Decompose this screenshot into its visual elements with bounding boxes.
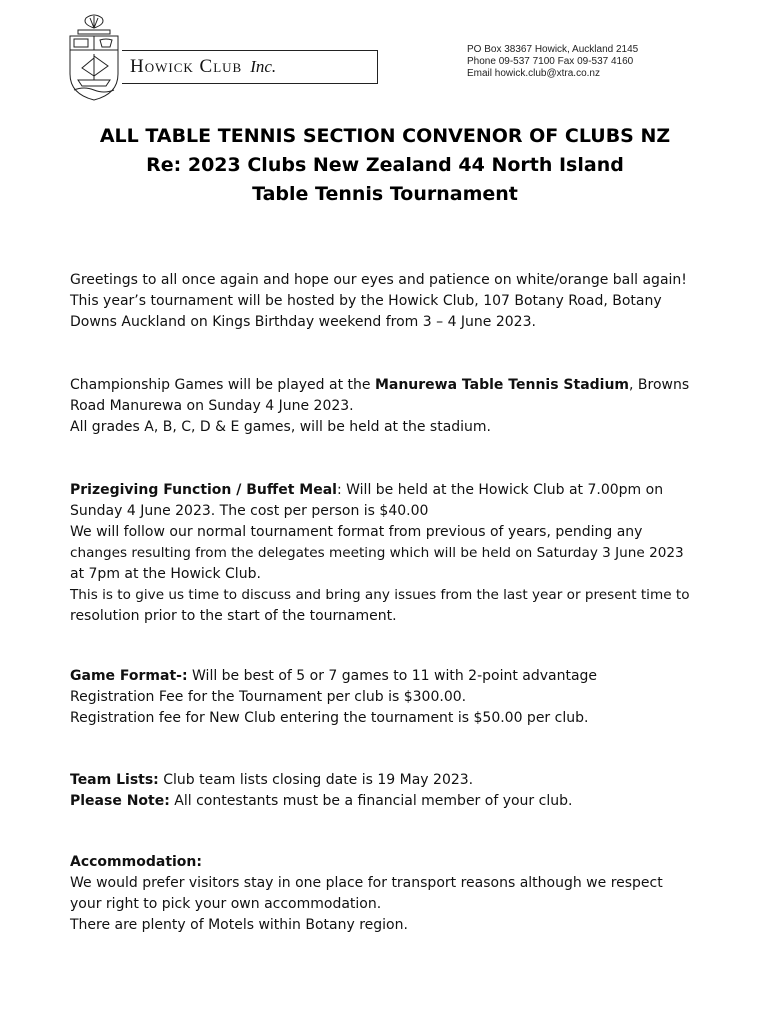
letterhead <box>62 10 722 105</box>
club-crest-logo <box>64 14 124 102</box>
contact-phone: Phone 09-537 7100 Fax 09-537 4160 <box>467 56 634 67</box>
prizegiving-line: Sunday 4 June 2023. The cost per person is $40.00 <box>70 503 429 519</box>
game-format-heading: Game Format-: <box>70 668 188 684</box>
please-note-text: All contestants must be a financial member of your club. <box>169 793 573 809</box>
document-title <box>0 122 770 209</box>
championship-venue: Manurewa Table Tennis Stadium <box>374 377 630 393</box>
championship-rest: , Browns <box>629 377 690 393</box>
accommodation-line: We would prefer visitors stay in one place for transport reasons although we respect <box>70 875 663 891</box>
prizegiving-line: : Will be held at the Howick Club at 7.00pm on <box>336 482 664 498</box>
please-note-heading: Please Note: <box>70 793 170 809</box>
intro-line: This year’s tournament will be hosted by the Howick Club, 107 Botany Road, Botany <box>70 293 662 309</box>
team-lists-heading: Team Lists: <box>70 772 159 788</box>
title-line-1: ALL TABLE TENNIS SECTION CONVENOR OF CLUBS NZ <box>99 125 671 147</box>
club-name-text: Howick Club <box>130 56 243 77</box>
game-format-paragraph <box>70 666 735 729</box>
game-format-line: Registration fee for New Club entering the tournament is $50.00 per club. <box>70 710 589 726</box>
contact-email: Email howick.club@xtra.co.nz <box>467 68 600 79</box>
accommodation-heading: Accommodation: <box>70 854 202 870</box>
team-lists-paragraph <box>70 770 735 812</box>
accommodation-line: your right to pick your own accommodation. <box>70 896 382 912</box>
title-line-2: Re: 2023 Clubs New Zealand 44 North Island <box>146 154 624 176</box>
game-format-line: Will be best of 5 or 7 games to 11 with 2-point advantage <box>187 668 598 684</box>
title-line-3: Table Tennis Tournament <box>252 183 518 205</box>
intro-paragraph <box>70 270 735 333</box>
accommodation-line: There are plenty of Motels within Botany region. <box>70 917 408 933</box>
club-name-suffix: Inc. <box>250 57 277 76</box>
prizegiving-paragraph <box>70 480 735 627</box>
prizegiving-line: This is to give us time to discuss and bring any issues from the last year or present time to <box>70 587 690 603</box>
championship-line: All grades A, B, C, D & E games, will be held at the stadium. <box>70 419 492 435</box>
game-format-line: Registration Fee for the Tournament per club is $300.00. <box>70 689 467 705</box>
intro-line: Downs Auckland on Kings Birthday weekend from 3 – 4 June 2023. <box>70 314 536 330</box>
intro-line: Greetings to all once again and hope our eyes and patience on white/orange ball again! <box>70 272 687 288</box>
club-name <box>130 56 276 78</box>
championship-lead: Championship Games will be played at the <box>70 377 375 393</box>
championship-paragraph <box>70 375 735 438</box>
team-lists-text: Club team lists closing date is 19 May 2023. <box>158 772 474 788</box>
championship-line: Road Manurewa on Sunday 4 June 2023. <box>70 398 354 414</box>
prizegiving-line: We will follow our normal tournament format from previous of years, pending any <box>70 524 643 540</box>
prizegiving-line: resolution prior to the start of the tournament. <box>70 608 397 624</box>
club-name-box <box>122 50 378 84</box>
prizegiving-line: changes resulting from the delegates meeting which will be held on Saturday 3 June 2023 <box>70 545 684 561</box>
accommodation-paragraph <box>70 852 735 936</box>
contact-details <box>467 44 638 80</box>
prizegiving-heading: Prizegiving Function / Buffet Meal <box>70 482 337 498</box>
prizegiving-line: at 7pm at the Howick Club. <box>70 566 261 582</box>
contact-address: PO Box 38367 Howick, Auckland 2145 <box>467 44 639 55</box>
